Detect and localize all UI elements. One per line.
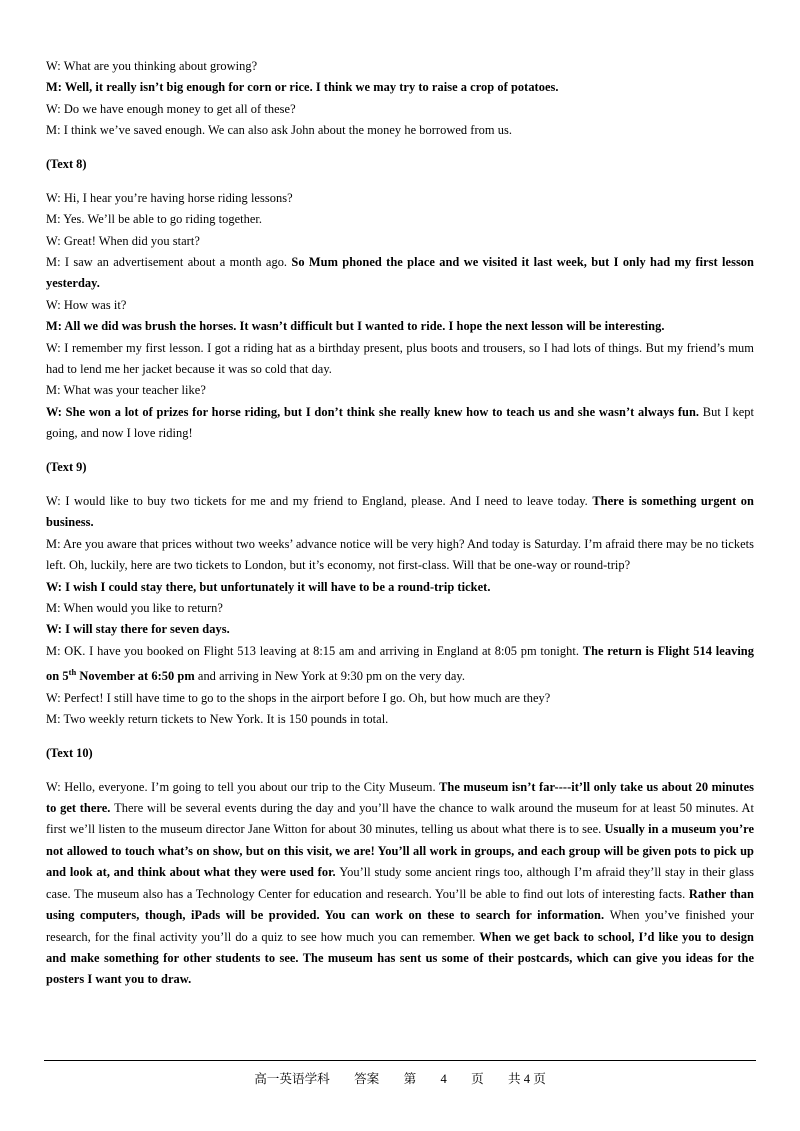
text-run: W: How was it? bbox=[46, 297, 127, 312]
footer-divider bbox=[44, 1060, 756, 1061]
text-run-bold: (Text 8) bbox=[46, 157, 87, 172]
transcript-line bbox=[46, 380, 754, 401]
transcript-line bbox=[46, 120, 754, 141]
transcript-line bbox=[46, 641, 754, 688]
text-run: M: Yes. We’ll be able to go riding together. bbox=[46, 212, 263, 227]
text-run: and arriving in New York at 9:30 pm on the very day. bbox=[197, 669, 466, 684]
document-body bbox=[46, 56, 754, 991]
text-run-bold: th bbox=[68, 667, 77, 678]
text-run-bold: W: I wish I could stay there, but unfortunately it will have to be a round-trip ticket. bbox=[46, 579, 491, 594]
text-run-bold: So Mum phoned the place and we visited it last week, but I only had my first lesson yesterday. bbox=[46, 255, 754, 291]
transcript-line bbox=[46, 688, 754, 709]
text-run: M: Are you aware that prices without two weeks’ advance notice will be very high? And today is Saturday. I’m afraid there may be no tickets left. Oh, luckily, here are two tickets to London, but it’s economy, not first-class. Will that be one-way or round-trip? bbox=[46, 536, 754, 573]
text-run: W: I would like to buy two tickets for me and my friend to England, please. And I need to leave today. bbox=[46, 493, 593, 508]
transcript-line bbox=[46, 77, 754, 98]
transcript-line bbox=[46, 316, 754, 337]
text-run-bold: W: I will stay there for seven days. bbox=[46, 622, 230, 637]
text-run: W: Hi, I hear you’re having horse riding lessons? bbox=[46, 190, 293, 205]
transcript-line bbox=[46, 709, 754, 730]
transcript-line bbox=[46, 56, 754, 77]
text-run: W: What are you thinking about growing? bbox=[46, 59, 258, 73]
text-run: There will be several events during the day and you’ll have the chance to walk around the museum for at least 50 minutes. At first we’ll listen to the museum director Jane Witton for about 30 minutes, telling us about what there is to see. bbox=[46, 801, 754, 837]
text-run: W: Great! When did you start? bbox=[46, 233, 200, 248]
text-run-bold: (Text 10) bbox=[46, 745, 93, 760]
transcript-heading bbox=[46, 743, 754, 764]
footer-page-label: 第 bbox=[403, 1072, 417, 1086]
text-run: You’ll study some ancient rings too, although I’m afraid they’ll stay in their glass case. The museum also has a Technology Center for education and research. You’ll be able to find out lots of interesting facts. bbox=[46, 865, 754, 901]
transcript-line bbox=[46, 491, 754, 534]
transcript-line bbox=[46, 402, 754, 445]
transcript-line bbox=[46, 231, 754, 252]
text-run-bold: The museum isn’t far----it’ll only take us about 20 minutes to get there. bbox=[46, 779, 754, 816]
text-run: M: When would you like to return? bbox=[46, 600, 223, 615]
text-run-bold: There is something urgent on business. bbox=[46, 493, 754, 530]
footer-total-pages: 共 4 页 bbox=[508, 1072, 546, 1086]
transcript-line bbox=[46, 295, 754, 316]
page-footer bbox=[0, 1060, 800, 1087]
text-run-bold: M: Well, it really isn’t big enough for corn or rice. I think we may try to raise a crop of potatoes. bbox=[46, 80, 559, 95]
text-run-bold: Rather than using computers, though, iPads will be provided. You can work on these to search for information. bbox=[46, 886, 754, 923]
footer-text bbox=[0, 1068, 800, 1087]
text-run: M: What was your teacher like? bbox=[46, 383, 206, 398]
text-run: W: Perfect! I still have time to go to the shops in the airport before I go. Oh, but how much are they? bbox=[46, 690, 551, 705]
text-run-bold: When we get back to school, I’d like you to design and make something for other students to see. The museum has sent us some of their postcards, which can give you ideas for the posters I want you to draw. bbox=[46, 929, 754, 987]
text-run-bold: The return is Flight 514 leaving on 5 bbox=[46, 643, 754, 684]
text-run: M: I think we’ve saved enough. We can also ask John about the money he borrowed from us. bbox=[46, 123, 512, 138]
text-run: W: Do we have enough money to get all of these? bbox=[46, 101, 296, 116]
footer-page-unit: 页 bbox=[471, 1072, 484, 1086]
transcript-line bbox=[46, 534, 754, 577]
text-run: When you’ve finished your research, for the final activity you’ll do a quiz to see how much you can remember. bbox=[46, 908, 754, 944]
text-run-bold: M: All we did was brush the horses. It wasn’t difficult but I wanted to ride. I hope the next lesson will be interesting. bbox=[46, 319, 665, 334]
footer-answer-label: 答案 bbox=[354, 1072, 380, 1086]
transcript-line bbox=[46, 577, 754, 598]
footer-subject: 高一英语学科 bbox=[254, 1072, 330, 1086]
text-run: But I kept going, and now I love riding! bbox=[46, 404, 755, 441]
transcript-line bbox=[46, 188, 754, 209]
text-run: W: I remember my first lesson. I got a riding hat as a birthday present, plus boots and trousers, so I had lots of things. But my friend’s mum had to lend me her jacket because it was so cold that day. bbox=[46, 340, 754, 377]
text-run: W: Hello, everyone. I’m going to tell you about our trip to the City Museum. bbox=[46, 779, 440, 794]
transcript-line bbox=[46, 598, 754, 619]
transcript-heading bbox=[46, 457, 754, 478]
transcript-line bbox=[46, 252, 754, 295]
transcript-heading bbox=[46, 154, 754, 175]
text-run-bold: W: She won a lot of prizes for horse riding, but I don’t think she really knew how to teach us and she wasn’t always fun. bbox=[46, 404, 703, 419]
text-run-bold: (Text 9) bbox=[46, 460, 87, 475]
footer-page-number: 4 bbox=[440, 1072, 447, 1086]
text-run: M: Two weekly return tickets to New York. It is 150 pounds in total. bbox=[46, 712, 389, 727]
transcript-line bbox=[46, 777, 754, 991]
transcript-line bbox=[46, 209, 754, 230]
text-run: M: I saw an advertisement about a month ago. bbox=[46, 255, 292, 270]
text-run-bold: Usually in a museum you’re not allowed to touch what’s on show, but on this visit, we are! You’ll all work in groups, and each group will be given pots to pick up and look at, and think about what they were used for. bbox=[46, 822, 754, 880]
transcript-line bbox=[46, 338, 754, 381]
text-run: M: OK. I have you booked on Flight 513 leaving at 8:15 am and arriving in England at 8:05 pm tonight. bbox=[46, 643, 583, 658]
text-run-bold: November at 6:50 pm bbox=[76, 669, 198, 684]
transcript-line bbox=[46, 619, 754, 640]
transcript-line bbox=[46, 99, 754, 120]
